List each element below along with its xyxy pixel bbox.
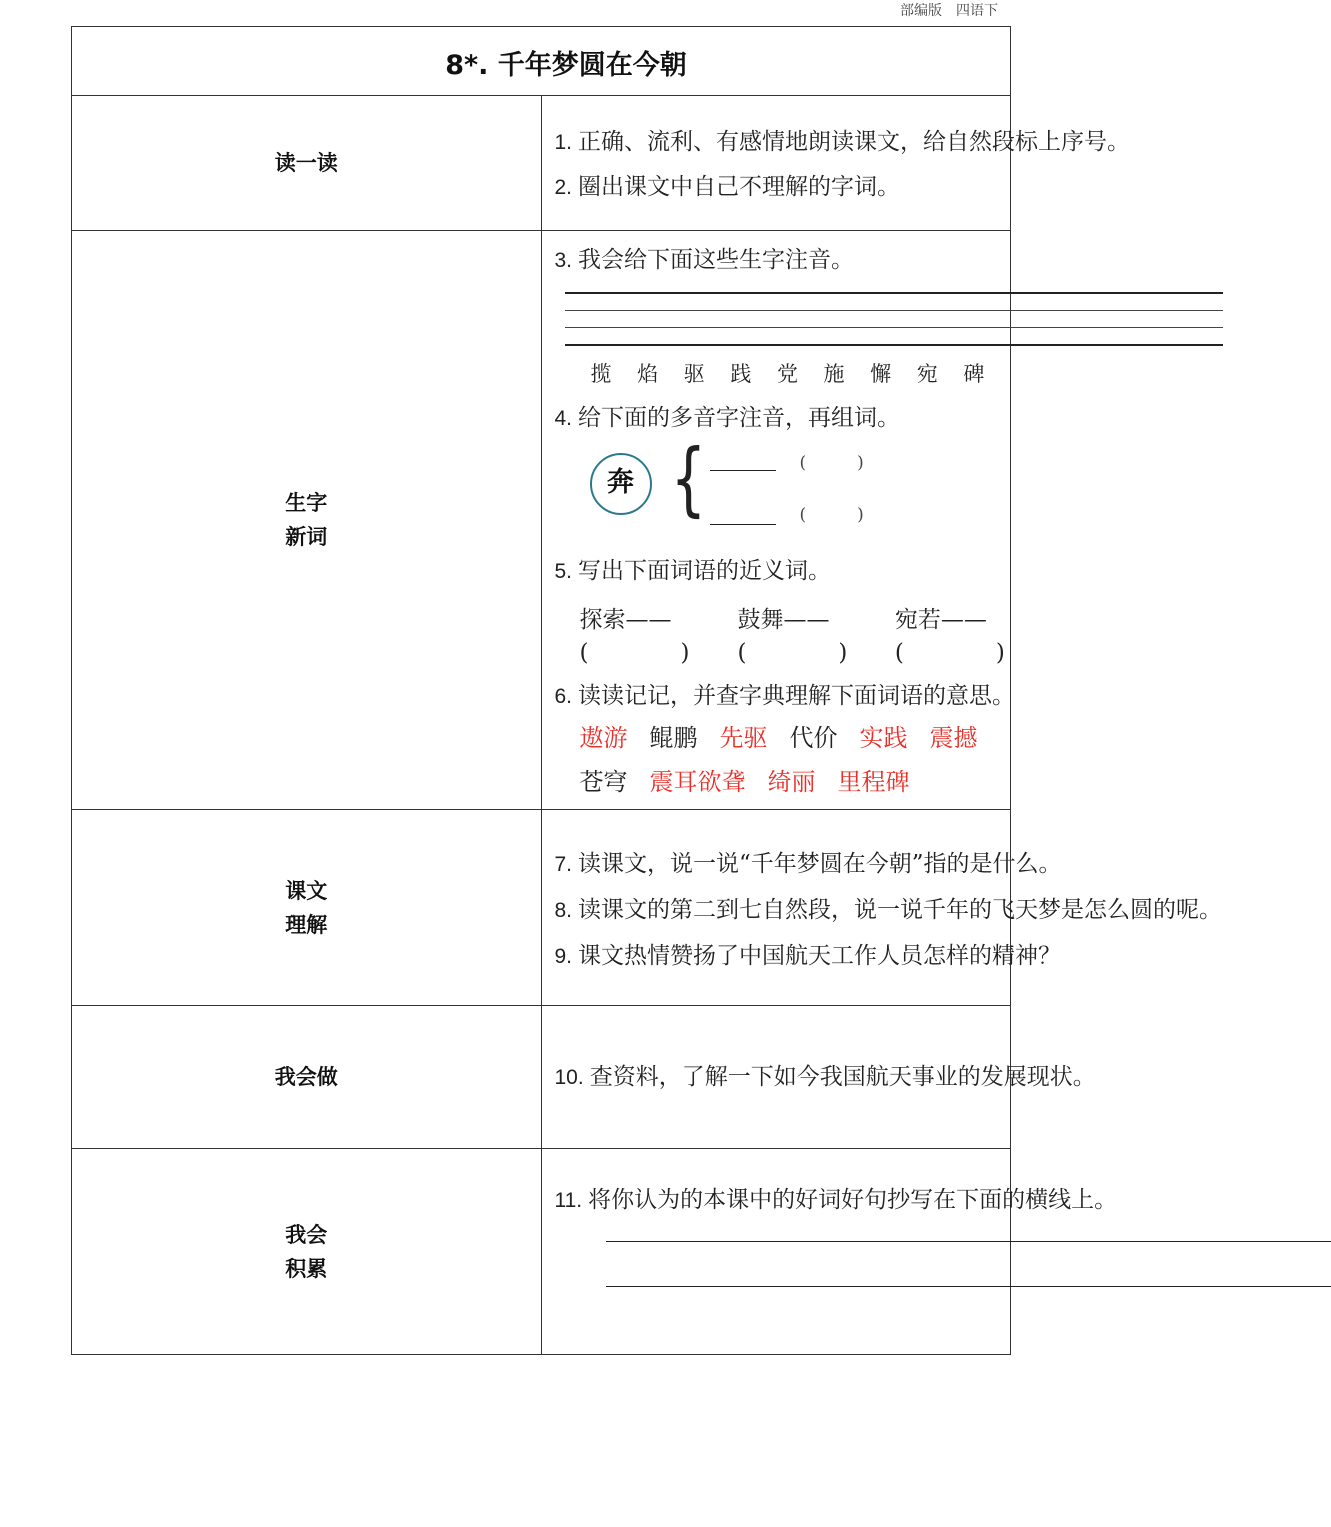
vocab-word: 绮丽	[767, 768, 816, 796]
question-3: 3. 我会给下面这些生字注音。	[554, 247, 855, 273]
synonym-item[interactable]: 宛若——( )	[894, 607, 1005, 666]
header-grade-tag: 部编版 四语下	[900, 3, 998, 19]
section-do	[72, 1006, 1011, 1149]
vocab-word: 实践	[859, 724, 908, 752]
character: 揽	[590, 362, 612, 386]
word-blank[interactable]: ( )	[799, 505, 864, 525]
vocab-word: 震耳欲聋	[649, 768, 746, 796]
polyphone-exercise	[555, 432, 1011, 552]
vocab-row	[580, 760, 1011, 804]
polyphone-character: 奔	[590, 453, 652, 515]
question-4: 4. 给下面的多音字注音，再组词。	[554, 405, 901, 431]
vocab-list	[555, 716, 1011, 804]
section-label-accumulate: 我会 积累	[72, 1149, 542, 1355]
pinyin-writing-lines	[565, 292, 1223, 346]
section-words-content	[541, 231, 1016, 810]
writing-line[interactable]	[606, 1286, 1331, 1287]
question-11: 11. 将你认为的本课中的好词好句抄写在下面的横线上。	[554, 1187, 1118, 1213]
section-accumulate-content	[541, 1149, 1118, 1355]
section-read-content	[541, 96, 1131, 231]
pinyin-blank[interactable]	[710, 470, 776, 471]
question-5: 5. 写出下面词语的近义词。	[554, 558, 832, 584]
synonym-row	[555, 601, 1011, 667]
synonym-item[interactable]: 探索——( )	[579, 607, 690, 666]
character: 党	[776, 362, 798, 386]
character: 焰	[637, 362, 659, 386]
synonym-item[interactable]: 鼓舞——( )	[737, 607, 848, 666]
section-label-do: 我会做	[72, 1006, 542, 1149]
vocab-word: 先驱	[719, 724, 768, 752]
question-2: 2. 圈出课文中自己不理解的字词。	[554, 174, 901, 200]
vocab-word: 里程碑	[837, 768, 910, 796]
question-1: 1. 正确、流利、有感情地朗读课文，给自然段标上序号。	[554, 129, 1131, 155]
section-do-content	[541, 1006, 1096, 1149]
section-label-read: 读一读	[72, 96, 542, 231]
pinyin-blank[interactable]	[710, 524, 776, 525]
word-blank[interactable]: ( )	[799, 453, 864, 473]
question-10: 10. 查资料，了解一下如今我国航天事业的发展现状。	[554, 1063, 1096, 1090]
section-label-words: 生字 新词	[72, 231, 542, 810]
character: 宛	[916, 362, 938, 386]
question-8: 8. 读课文的第二到七自然段，说一说千年的飞天梦是怎么圆的呢。	[554, 897, 1223, 923]
worksheet-table	[71, 26, 1223, 1355]
new-characters	[555, 358, 1011, 388]
character: 驱	[683, 362, 705, 386]
page-title: 8*. 千年梦圆在今朝	[445, 50, 687, 81]
question-7: 7. 读课文，说一说“千年梦圆在今朝”指的是什么。	[554, 851, 1062, 877]
vocab-word: 遨游	[579, 724, 628, 752]
character: 施	[823, 362, 845, 386]
question-6: 6. 读读记记，并查字典理解下面词语的意思。	[554, 683, 1016, 709]
title-row	[72, 27, 1011, 96]
section-understand-content	[541, 810, 1223, 1006]
vocab-word: 震撼	[929, 724, 978, 752]
brace-icon: {	[670, 432, 706, 525]
section-words	[72, 231, 1011, 810]
vocab-word: 苍穹	[579, 768, 628, 796]
section-understand	[72, 810, 1011, 1006]
question-9: 9. 课文热情赞扬了中国航天工作人员怎样的精神？	[554, 943, 1062, 969]
writing-line[interactable]	[606, 1241, 1331, 1242]
character: 践	[730, 362, 752, 386]
section-accumulate	[72, 1149, 1011, 1355]
vocab-word: 代价	[789, 724, 838, 752]
section-read	[72, 96, 1011, 231]
section-label-understand: 课文 理解	[72, 810, 542, 1006]
title-cell	[72, 27, 1011, 96]
character: 懈	[870, 362, 892, 386]
vocab-row	[580, 716, 1011, 760]
vocab-word: 鲲鹏	[649, 724, 698, 752]
character: 碑	[963, 362, 985, 386]
